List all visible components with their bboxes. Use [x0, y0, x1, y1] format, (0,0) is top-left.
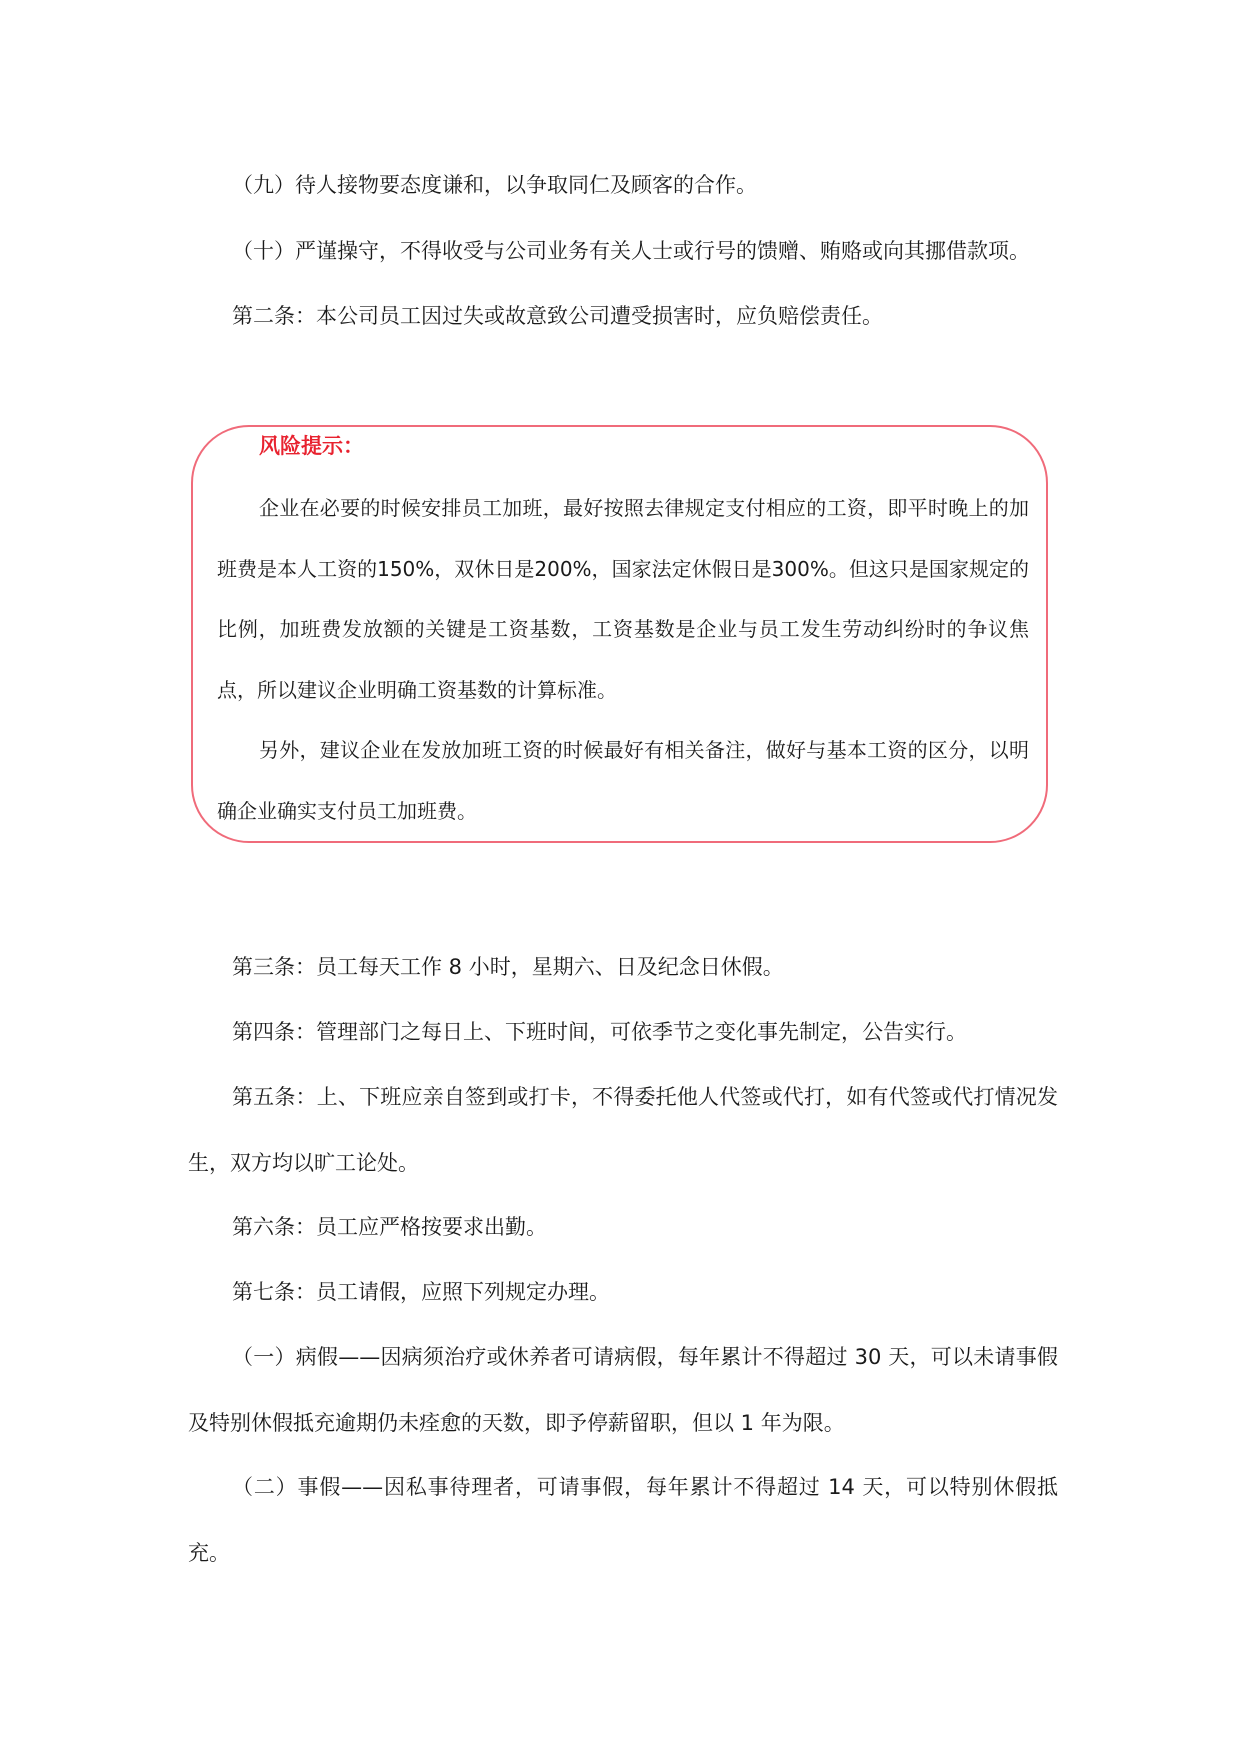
risk-notice-paragraph-1: 企业在必要的时候安排员工加班，最好按照去律规定支付相应的工资，即平时晚上的加班费是本人工资的150%，双休日是200%，国家法定休假日是300%。但这只是国家规定的比例，加班费发放额的关键是工资基数，工资基数是企业与员工发生劳动纠纷时的争议焦点，所以建议企业明确工资基数的计算标准。	[217, 496, 1029, 702]
article-6-paragraph: 第六条：员工应严格按要求出勤。	[232, 1215, 547, 1239]
article-4-paragraph: 第四条：管理部门之每日上、下班时间，可依季节之变化事先制定，公告实行。	[232, 1020, 967, 1044]
leave-item-1-paragraph: （一）病假——因病须治疗或休养者可请病假，每年累计不得超过 30 天，可以未请事假及特别休假抵充逾期仍未痊愈的天数，即予停薪留职，但以 1 年为限。	[188, 1345, 1058, 1435]
article-3-paragraph: 第三条：员工每天工作 8 小时，星期六、日及纪念日休假。	[232, 955, 784, 979]
risk-notice-title: 风险提示：	[259, 434, 364, 458]
item-9-paragraph: （九）待人接物要态度谦和，以争取同仁及顾客的合作。	[232, 173, 757, 197]
leave-item-2-paragraph: （二）事假——因私事待理者，可请事假，每年累计不得超过 14 天，可以特别休假抵充。	[188, 1475, 1058, 1565]
article-2-paragraph: 第二条：本公司员工因过失或故意致公司遭受损害时，应负赔偿责任。	[232, 304, 883, 328]
article-7-paragraph: 第七条：员工请假，应照下列规定办理。	[232, 1280, 610, 1304]
item-10-paragraph: （十）严谨操守，不得收受与公司业务有关人士或行号的馈赠、贿赂或向其挪借款项。	[232, 239, 1030, 263]
risk-notice-paragraph-2: 另外，建议企业在发放加班工资的时候最好有相关备注，做好与基本工资的区分，以明确企业确实支付员工加班费。	[217, 738, 1029, 823]
article-5-paragraph: 第五条：上、下班应亲自签到或打卡，不得委托他人代签或代打，如有代签或代打情况发生，双方均以旷工论处。	[188, 1085, 1058, 1175]
